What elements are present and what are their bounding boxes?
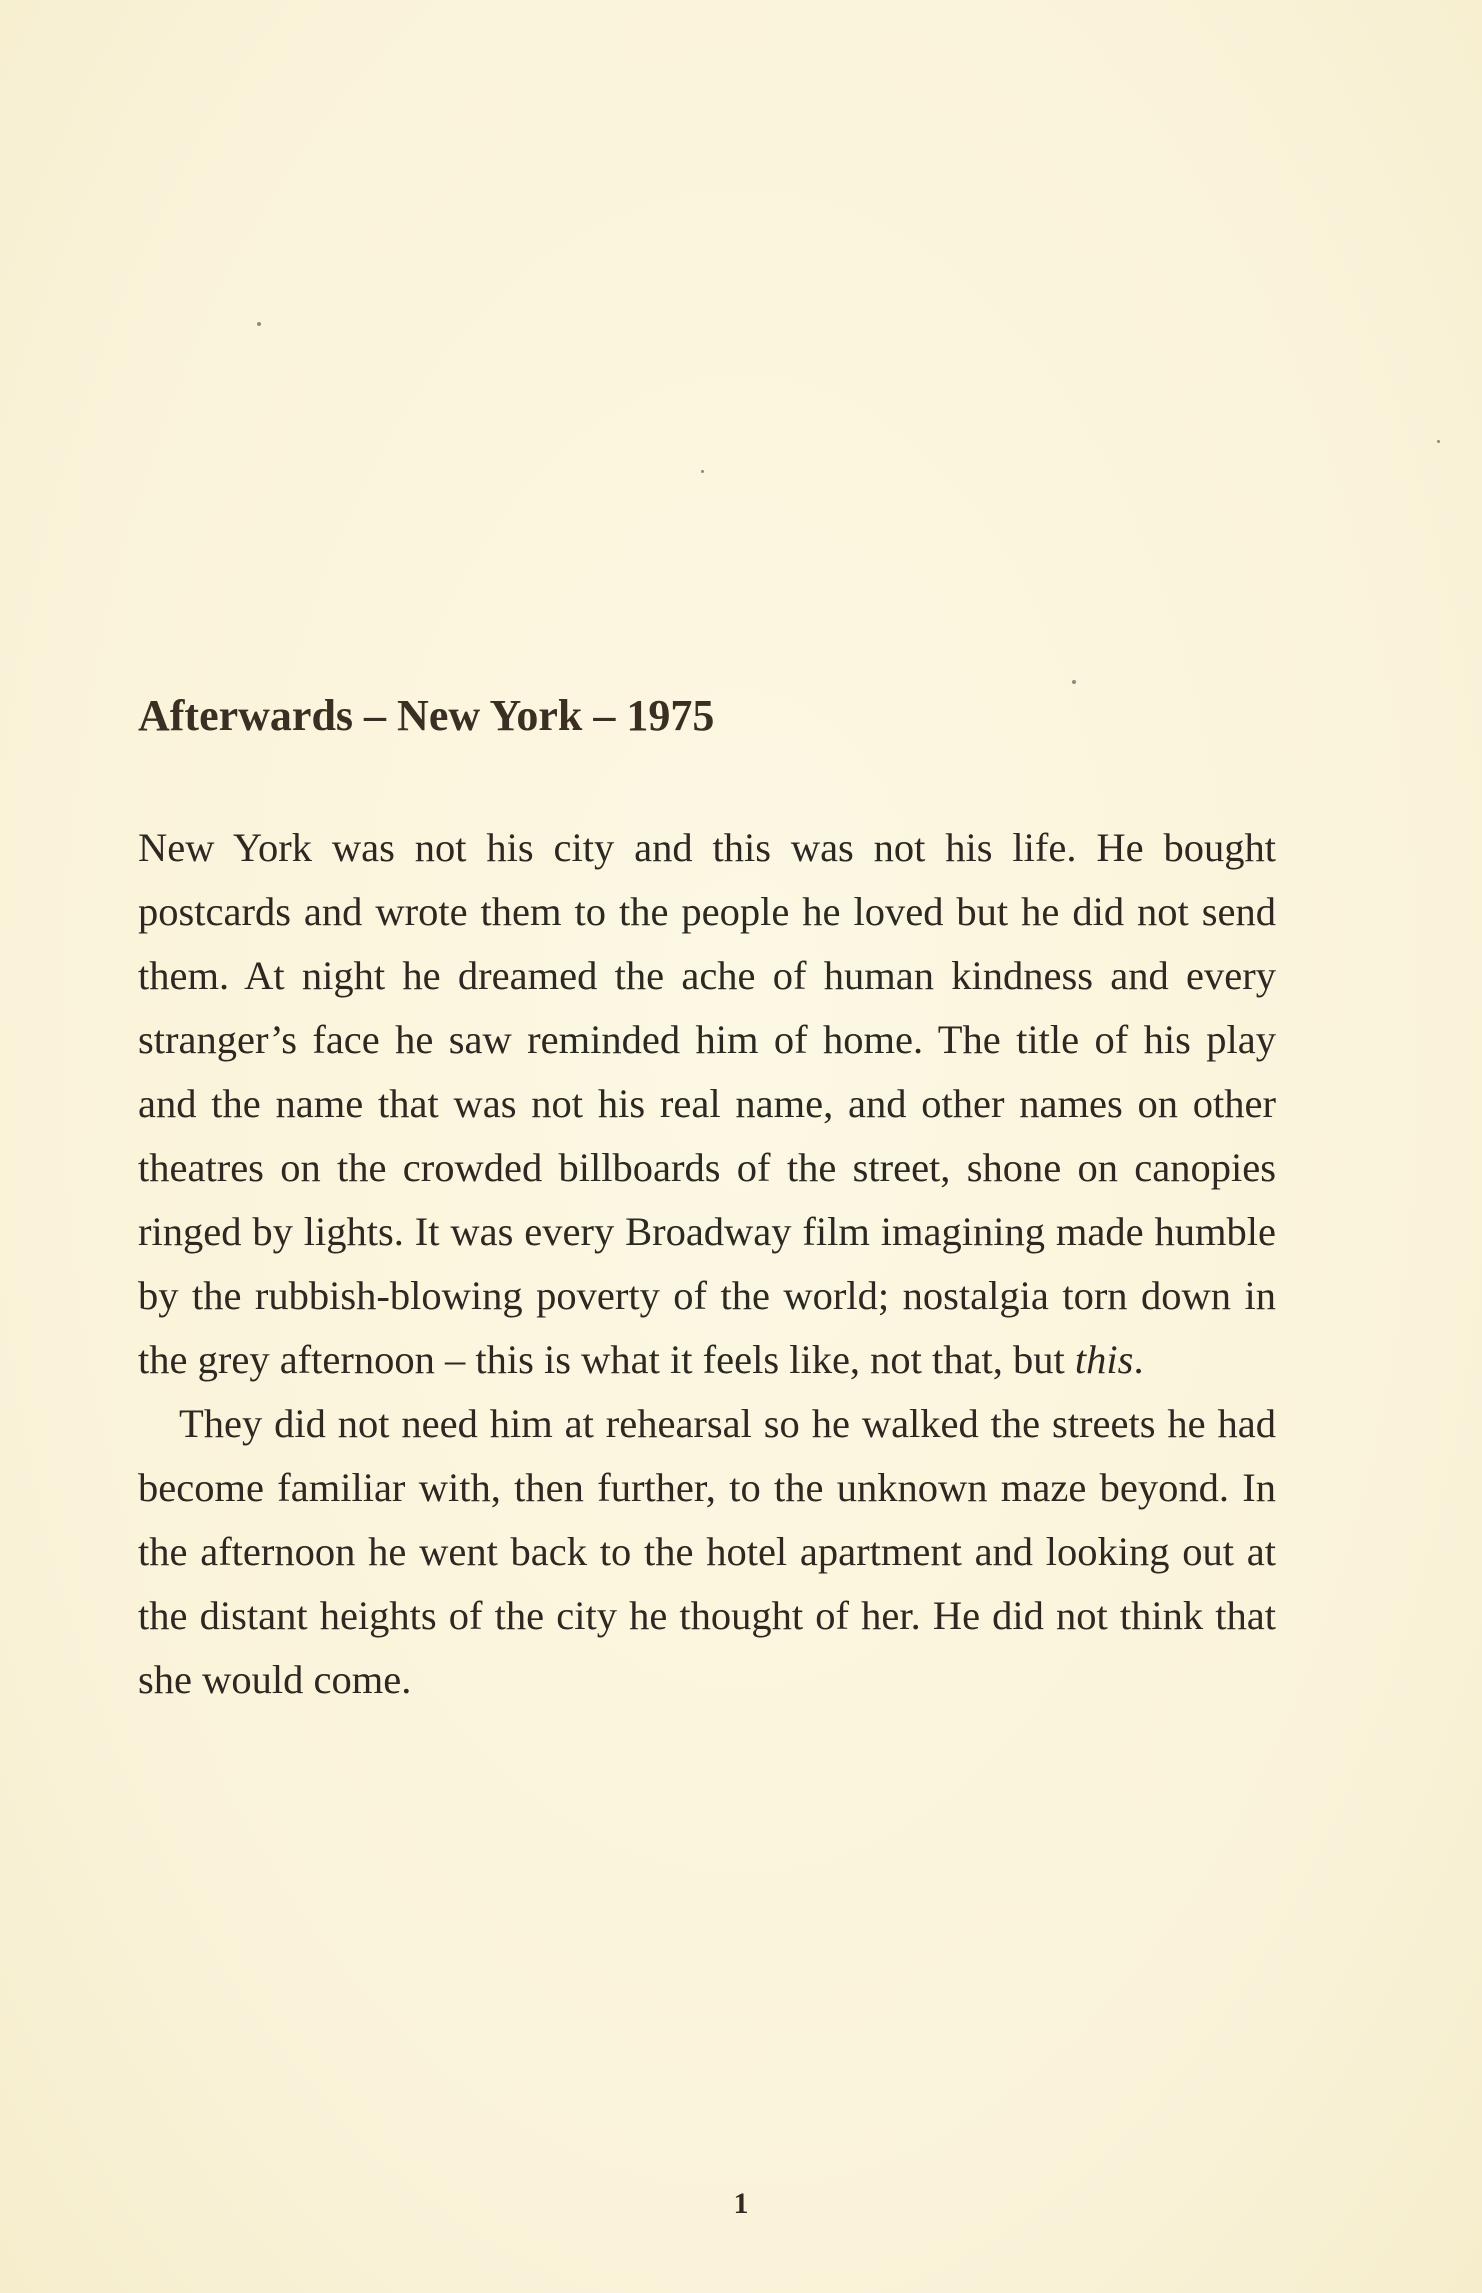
paragraph-2: They did not need him at rehearsal so he walked the streets he had become familiar with, then further, to the unknown maze beyond. In the afternoon he went back to the hotel apartment and looking out at the distant heights of the city he thought of her. He did not think that she would come. — [138, 1401, 1276, 1702]
paragraph-1-end: . — [1133, 1337, 1144, 1382]
paper-speck — [257, 322, 261, 326]
paper-speck — [701, 470, 704, 473]
body-text — [138, 816, 1276, 1712]
paper-speck — [1437, 440, 1440, 443]
paragraph-1-text: New York was not his city and this was not his life. He bought postcards and wrote them to the people he loved but he did not send them. At night he dreamed the ache of human kindness and every stranger’s face he saw reminded him of home. The title of his play and the name that was not his real name, and other names on other theatres on the crowded billboards of the street, shone on canopies ringed by lights. It was every Broadway film imagining made humble by the rubbish-blowing poverty of the world; nostalgia torn down in the grey afternoon – this is what it feels like, not that, but — [138, 825, 1276, 1382]
chapter-heading: Afterwards – New York – 1975 — [138, 691, 715, 740]
page-number: 1 — [733, 2187, 749, 2220]
paragraph-1-italic: this — [1074, 1337, 1134, 1382]
paper-speck — [1072, 680, 1076, 684]
paragraph-1 — [138, 816, 1276, 1392]
